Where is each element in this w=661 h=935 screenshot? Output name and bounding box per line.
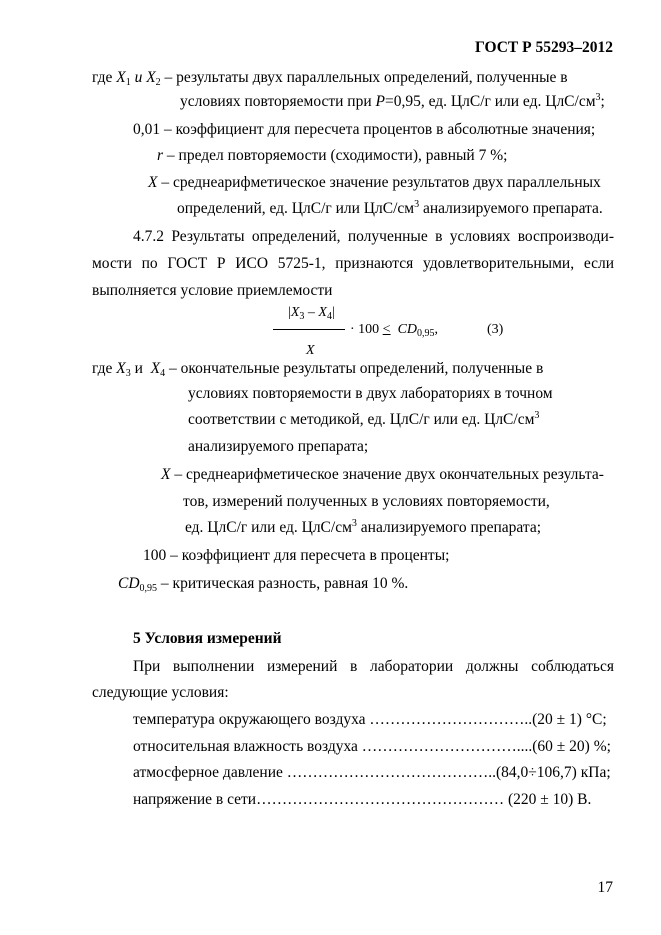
- definition-x-final-line2: тов, измерений полученных в условиях повторяемости,: [183, 493, 550, 510]
- definition-x-mean: X – среднеарифметическое значение результатов двух параллельных: [148, 174, 601, 191]
- definition-x-final: X – среднеарифметическое значение двух окончательных результа-: [161, 466, 604, 483]
- para-472-line3: выполняется условие приемлемости: [92, 282, 333, 299]
- definition-x3-x4-line4: анализируемого препарата;: [188, 438, 369, 455]
- definition-x3-x4-line3: соответствии с методикой, ед. ЦлС/г или ед. ЦлС/$см^3$: [188, 410, 540, 428]
- definition-x1-x2-cont: условиях повторяемости при P=0,95, ед. ЦлС/г или ед. ЦлС/$см^3$;: [180, 92, 605, 110]
- condition-pressure: атмосферное давление …………………………………..(84,0÷106,7) кПа;: [133, 764, 611, 781]
- definition-coefficient: 0,01 – коэффициент для пересчета процентов в абсолютные значения;: [133, 121, 596, 138]
- definition-x3-x4: где $X_3$ и $X_4$ – окончательные результаты определений, полученные в: [92, 360, 544, 379]
- formula-rhs: · $100 < CD_{0,95}$,: [350, 322, 439, 339]
- definition-x-mean-cont: определений, ед. ЦлС/г или ЦлС/$см^3$ анализируемого препарата.: [177, 199, 603, 217]
- condition-humidity: относительная влажность воздуха …………………………....(60 ± 20) %;: [133, 738, 611, 755]
- condition-voltage: напряжение в сети………………………………………… (220 ± 10) В.: [133, 791, 592, 808]
- para-472-line1: 4.7.2 Результаты определений, полученные в условиях воспроизводи-: [133, 228, 614, 245]
- condition-temperature: температура окружающего воздуха …………………………..(20 ± 1) °С;: [133, 711, 607, 728]
- fraction-bar: [273, 329, 345, 330]
- definition-cd: $CD_{0,95}$ – критическая разность, равная 10 %.: [118, 575, 409, 594]
- para-472-line2: мости по ГОСТ Р ИСО 5725-1, признаются удовлетворительными, если: [92, 255, 614, 272]
- page-number: 17: [597, 879, 613, 896]
- definition-x3-x4-line2: условиях повторяемости в двух лабораториях в точном: [188, 385, 553, 402]
- section-5-intro-line2: следующие условия:: [92, 684, 229, 701]
- formula-numerator: $|X_3 - X_4|$: [288, 305, 335, 322]
- section-5-intro-line1: При выполнении измерений в лаборатории должны соблюдаться: [133, 658, 614, 675]
- formula-denominator: X: [306, 343, 315, 358]
- definition-hundred: 100 – коэффициент для пересчета в проценты;: [143, 547, 450, 564]
- definition-r: r – предел повторяемости (сходимости), равный 7 %;: [157, 147, 508, 164]
- definition-x-final-line3: ед. ЦлС/г или ед. ЦлС/$см^3$ анализируемого препарата;: [185, 518, 542, 536]
- document-id: ГОСТ Р 55293–2012: [475, 39, 613, 56]
- section-5-title: 5 Условия измерений: [133, 630, 282, 647]
- definition-x1-x2: где $X_1$ и $X_2$ – результаты двух параллельных определений, полученные в: [92, 69, 568, 88]
- formula-number: (3): [487, 322, 504, 337]
